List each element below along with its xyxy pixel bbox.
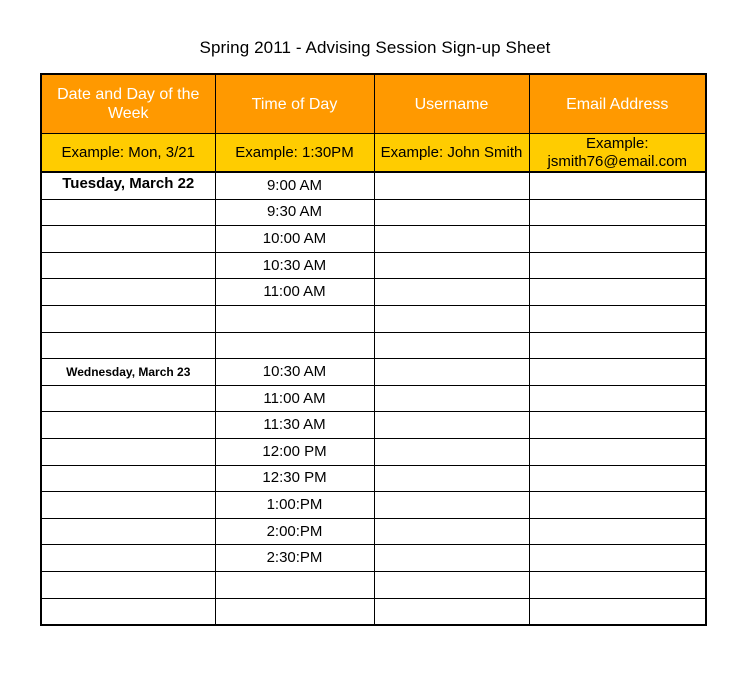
row-date-cell[interactable] [41, 385, 215, 412]
row-username-cell[interactable] [374, 252, 529, 279]
row-email-cell[interactable] [529, 518, 706, 545]
row-time-cell: 12:30 PM [215, 465, 374, 492]
row-time-cell: 2:30:PM [215, 545, 374, 572]
table-row [41, 305, 706, 332]
row-email-cell[interactable] [529, 279, 706, 306]
row-username-cell[interactable] [374, 465, 529, 492]
row-time-cell [215, 571, 374, 598]
table-row [41, 385, 706, 412]
row-time-cell: 2:00:PM [215, 518, 374, 545]
header-email: Email Address [529, 74, 706, 134]
row-email-cell[interactable] [529, 332, 706, 359]
row-date-cell[interactable] [41, 199, 215, 226]
row-username-cell[interactable] [374, 571, 529, 598]
table-row [41, 571, 706, 598]
table-row [41, 279, 706, 306]
table-row [41, 438, 706, 465]
row-username-cell[interactable] [374, 226, 529, 253]
table-row [41, 598, 706, 625]
row-email-cell[interactable] [529, 252, 706, 279]
row-username-cell[interactable] [374, 438, 529, 465]
table-row [41, 359, 706, 386]
table-row [41, 492, 706, 519]
row-email-cell[interactable] [529, 412, 706, 439]
row-email-cell[interactable] [529, 199, 706, 226]
row-time-cell [215, 332, 374, 359]
example-row [41, 134, 706, 173]
table-row [41, 332, 706, 359]
row-time-cell: 10:00 AM [215, 226, 374, 253]
example-email-label: Example: [585, 134, 649, 152]
example-email [529, 134, 706, 173]
row-username-cell[interactable] [374, 359, 529, 386]
row-date-cell[interactable] [41, 279, 215, 306]
row-time-cell: 11:00 AM [215, 385, 374, 412]
row-email-cell[interactable] [529, 571, 706, 598]
row-date-cell[interactable] [41, 412, 215, 439]
row-username-cell[interactable] [374, 518, 529, 545]
row-date-cell[interactable] [41, 305, 215, 332]
row-username-cell[interactable] [374, 279, 529, 306]
row-email-cell[interactable] [529, 305, 706, 332]
row-username-cell[interactable] [374, 412, 529, 439]
row-username-cell[interactable] [374, 305, 529, 332]
example-time: Example: 1:30PM [215, 134, 374, 173]
table-row [41, 172, 706, 199]
example-date: Example: Mon, 3/21 [41, 134, 215, 173]
row-time-cell: 1:00:PM [215, 492, 374, 519]
table-row [41, 465, 706, 492]
row-time-cell: 12:00 PM [215, 438, 374, 465]
row-date-cell[interactable] [41, 518, 215, 545]
row-date-cell[interactable] [41, 252, 215, 279]
table-row [41, 252, 706, 279]
row-email-cell[interactable] [529, 465, 706, 492]
row-email-cell[interactable] [529, 385, 706, 412]
row-time-cell: 9:30 AM [215, 199, 374, 226]
row-date-cell[interactable] [41, 438, 215, 465]
row-username-cell[interactable] [374, 385, 529, 412]
row-username-cell[interactable] [374, 199, 529, 226]
row-date-cell[interactable]: Tuesday, March 22 [41, 172, 215, 199]
row-email-cell[interactable] [529, 359, 706, 386]
row-time-cell: 11:00 AM [215, 279, 374, 306]
table-row [41, 199, 706, 226]
row-date-cell[interactable] [41, 332, 215, 359]
example-username: Example: John Smith [374, 134, 529, 173]
row-username-cell[interactable] [374, 492, 529, 519]
row-date-cell[interactable] [41, 226, 215, 253]
table-row [41, 412, 706, 439]
signup-table [40, 73, 707, 626]
row-time-cell: 9:00 AM [215, 172, 374, 199]
row-username-cell[interactable] [374, 332, 529, 359]
row-date-cell[interactable] [41, 545, 215, 572]
table-row [41, 545, 706, 572]
row-username-cell[interactable] [374, 172, 529, 199]
header-date: Date and Day of the Week [41, 74, 215, 134]
row-time-cell: 11:30 AM [215, 412, 374, 439]
row-time-cell: 10:30 AM [215, 359, 374, 386]
row-date-cell[interactable] [41, 598, 215, 625]
table-row [41, 226, 706, 253]
table-row [41, 518, 706, 545]
row-email-cell[interactable] [529, 172, 706, 199]
example-email-address: jsmith76@email.com [547, 152, 687, 170]
row-date-cell[interactable] [41, 492, 215, 519]
row-date-cell[interactable]: Wednesday, March 23 [41, 359, 215, 386]
row-time-cell: 10:30 AM [215, 252, 374, 279]
row-email-cell[interactable] [529, 492, 706, 519]
row-email-cell[interactable] [529, 598, 706, 625]
row-username-cell[interactable] [374, 545, 529, 572]
row-email-cell[interactable] [529, 438, 706, 465]
row-date-cell[interactable] [41, 465, 215, 492]
header-time: Time of Day [215, 74, 374, 134]
header-row [41, 74, 706, 134]
row-username-cell[interactable] [374, 598, 529, 625]
row-email-cell[interactable] [529, 545, 706, 572]
row-time-cell [215, 598, 374, 625]
header-username: Username [374, 74, 529, 134]
row-date-cell[interactable] [41, 571, 215, 598]
row-email-cell[interactable] [529, 226, 706, 253]
sheet-title: Spring 2011 - Advising Session Sign-up Sheet [199, 38, 551, 57]
row-time-cell [215, 305, 374, 332]
